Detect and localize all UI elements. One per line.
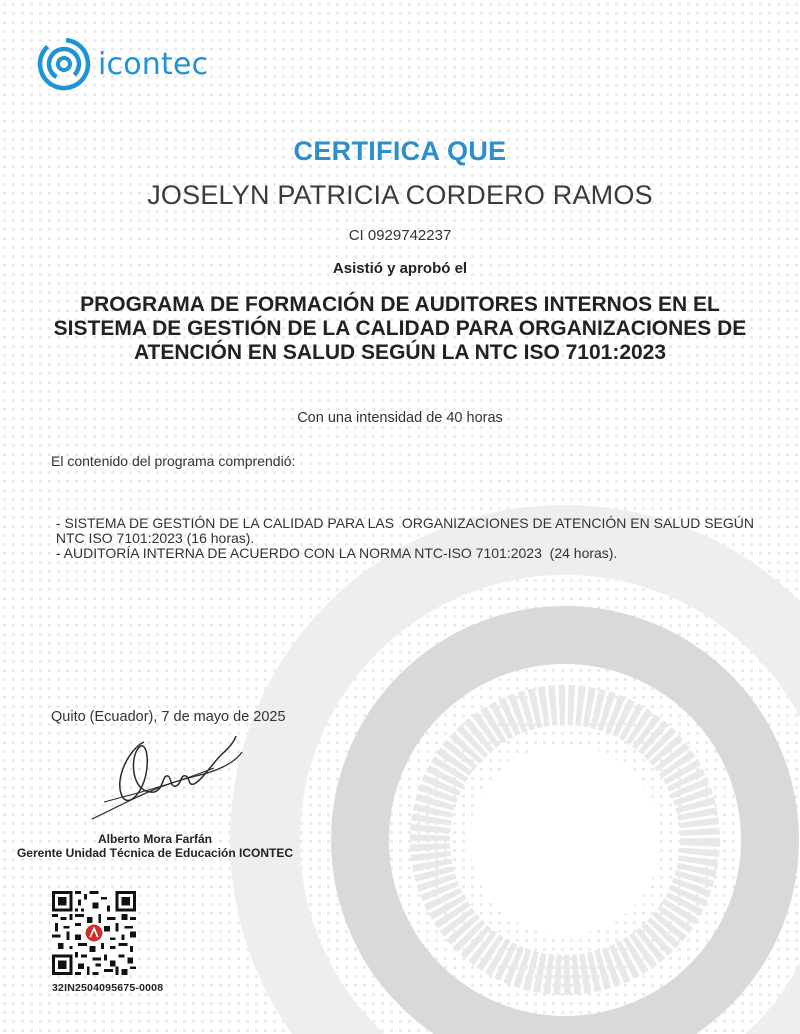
signer-name: Alberto Mora Farfán bbox=[97, 832, 212, 846]
program-title-line: ATENCIÓN EN SALUD SEGÚN LA NTC ISO 7101:2023 bbox=[133, 341, 667, 364]
place-date: Quito (Ecuador), 7 de mayo de 2025 bbox=[51, 709, 286, 725]
content-intro: El contenido del programa comprendió: bbox=[51, 453, 296, 469]
logo-text: icontec bbox=[98, 46, 209, 82]
content-item: NTC ISO 7101:2023 (16 horas). bbox=[52, 530, 255, 546]
attended-text: Asistió y aprobó el bbox=[332, 260, 468, 277]
signature-image bbox=[84, 724, 254, 829]
qr-code-image[interactable] bbox=[52, 891, 136, 975]
certificate-code: 32IN2504095675-0008 bbox=[52, 982, 164, 994]
certificate-heading: CERTIFICA QUE bbox=[293, 136, 507, 166]
program-title-line: PROGRAMA DE FORMACIÓN DE AUDITORES INTERNOS EN EL bbox=[80, 293, 720, 316]
content-item: - SISTEMA DE GESTIÓN DE LA CALIDAD PARA LAS ORGANIZACIONES DE ATENCIÓN EN SALUD SEGÚN bbox=[52, 515, 754, 531]
recipient-id: CI 0929742237 bbox=[348, 227, 452, 244]
signer-title: Gerente Unidad Técnica de Educación ICONTEC bbox=[16, 846, 294, 860]
content-item: - AUDITORÍA INTERNA DE ACUERDO CON LA NORMA NTC-ISO 7101:2023 (24 horas). bbox=[52, 545, 618, 561]
icontec-logo-icon bbox=[36, 36, 92, 92]
program-title-line: SISTEMA DE GESTIÓN DE LA CALIDAD PARA ORGANIZACIONES DE bbox=[53, 317, 747, 340]
content-list bbox=[52, 516, 772, 561]
course-intensity: Con una intensidad de 40 horas bbox=[297, 410, 503, 426]
program-title bbox=[20, 293, 780, 365]
recipient-name: JOSELYN PATRICIA CORDERO RAMOS bbox=[147, 180, 653, 210]
icontec-logo bbox=[36, 36, 208, 92]
